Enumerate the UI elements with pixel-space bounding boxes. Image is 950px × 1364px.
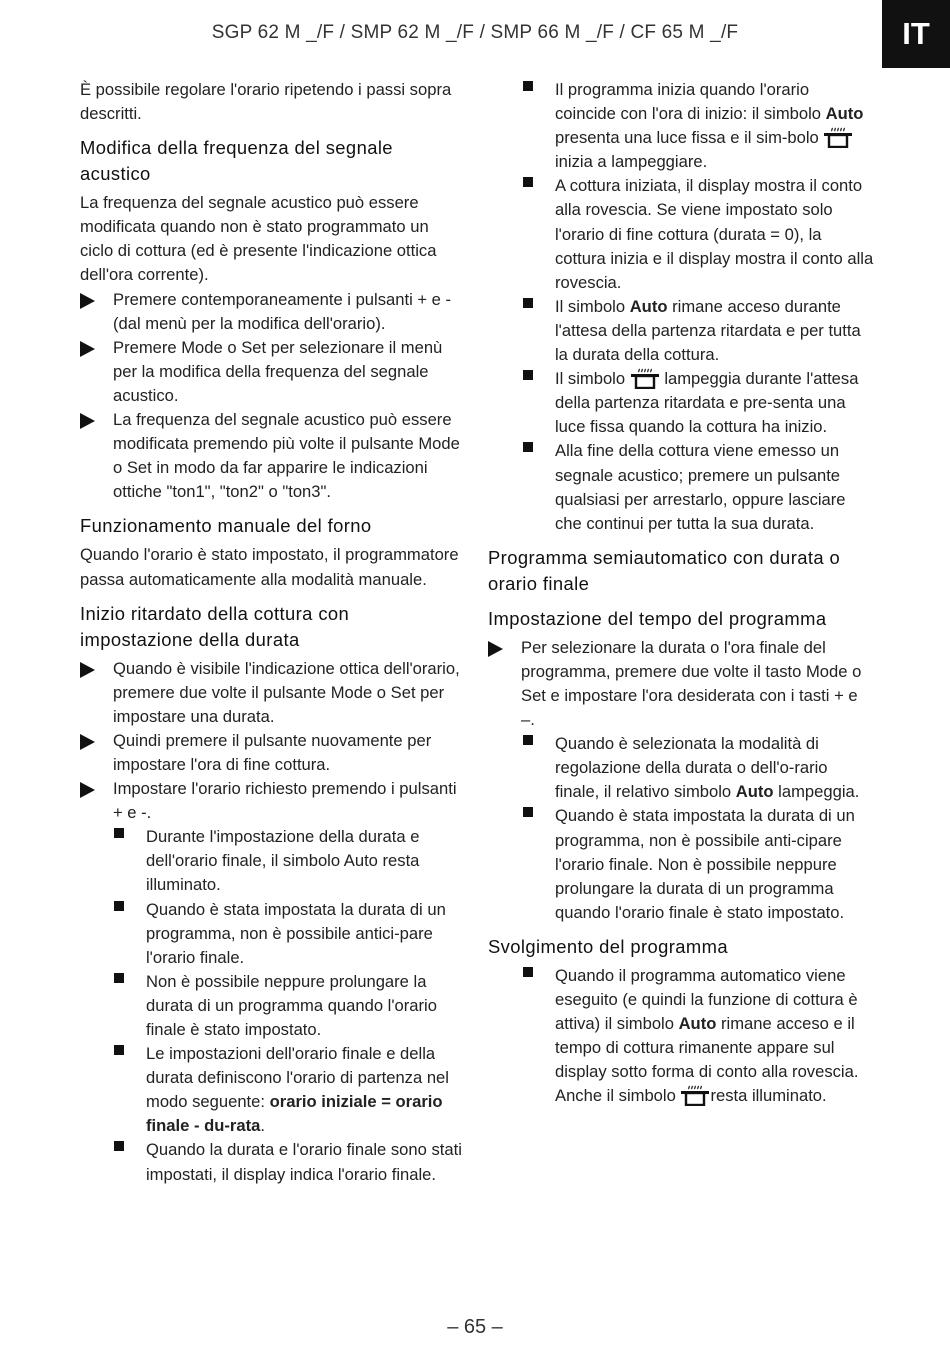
square-bullet-icon [114,1141,124,1151]
text: Il simbolo [555,369,630,389]
square-bullet-icon [114,901,124,911]
bullet-item [488,439,874,535]
model-header: SGP 62 M _/F / SMP 62 M _/F / SMP 66 M _/F / CF 65 M _/F [211,22,739,43]
triangle-bullet-icon [80,293,95,309]
bold-text: Auto [629,296,668,316]
square-bullet-icon [523,442,533,452]
bullet-item [80,1042,464,1138]
text: A cottura iniziata, il display mostra il conto alla rovescia. Se viene impostato solo l'orario di fine cottura (durata = 0), la cottura inizia e il display mostra il conto alla rovescia. [555,176,874,292]
text: Impostazione del tempo del programma [488,607,827,629]
cooking-pot-icon [823,126,853,148]
square-bullet-icon [523,735,533,745]
triangle-bullet-icon [80,662,95,678]
text: Quando la durata e l'orario finale sono stati impostati, il display indica l'orario finale. [146,1140,462,1184]
text: Programma semiautomatico con durata o orario finale [488,546,841,594]
bullet-item [80,898,464,970]
text: rimane acceso e il tempo di cottura rimanente appare sul display sotto forma di conto alla rovescia. Anche il simbolo [555,1014,859,1106]
text: Quando è selezionata la modalità di regolazione della durata o dell'o-rario finale, il relativo simbolo [555,734,828,802]
text: rimane acceso durante l'attesa della partenza ritardata e per tutta la durata della cottura. [555,296,861,365]
text: lampeggia durante l'attesa della partenza ritardata e pre-senta una luce fissa quando la cottura ha inizio. [555,369,859,437]
triangle-bullet-icon [80,341,95,357]
section-heading [80,601,464,653]
bullet-item [80,970,464,1042]
step-item [80,288,464,336]
step-item [488,636,874,732]
step-item [80,408,464,504]
square-bullet-icon [523,967,533,977]
bullet-item [488,78,874,174]
section-heading [80,135,464,187]
bold-text: Auto [678,1014,717,1034]
text: La frequenza del segnale acustico può essere modificata premendo più volte il pulsante Mode o Set in modo da far apparire le indicazioni ottiche "ton1", "ton2" o "ton3". [113,410,460,502]
text: Quando è visibile l'indicazione ottica dell'orario, premere due volte il pulsante Mode o Set per impostare una durata. [113,658,460,726]
bold-text: Auto [735,782,774,802]
text: Non è possibile neppure prolungare la durata di un programma quando l'orario finale è stato impostato. [146,971,437,1039]
bullet-item [488,174,874,294]
text: Quando l'orario è stato impostato, il programmatore passa automaticamente alla modalità manuale. [80,545,459,589]
paragraph [80,78,464,126]
text: Durante l'impostazione della durata e dell'orario finale, il simbolo Auto resta illuminato. [146,827,420,895]
bullet-item [488,804,874,924]
step-item [80,657,464,729]
text: Quando è stata impostata la durata di un programma, non è possibile antici-pare l'orario finale. [146,899,446,967]
step-item [80,729,464,777]
paragraph [80,191,464,287]
text: Quindi premere il pulsante nuovamente per impostare l'ora di fine cottura. [113,730,432,774]
right-column [488,78,874,1108]
square-bullet-icon [523,807,533,817]
section-heading [488,545,874,597]
text: Modifica della frequenza del segnale acustico [80,137,393,185]
triangle-bullet-icon [80,782,95,798]
triangle-bullet-icon [80,734,95,750]
triangle-bullet-icon [80,413,95,429]
text: presenta una luce fissa e il sim-bolo [555,128,824,148]
text: Inizio ritardato della cottura con impostazione della durata [80,602,350,650]
text: Il programma inizia quando l'orario coincide con l'ora di inizio: il simbolo [555,80,826,124]
bullet-item [488,367,874,439]
section-heading [80,513,464,539]
bullet-item [80,1138,464,1186]
paragraph [80,543,464,591]
bold-text: orario iniziale = orario finale - du-rata [146,1092,443,1136]
cooking-pot-icon [680,1084,710,1106]
bullet-item [488,295,874,367]
text: inizia a lampeggiare. [555,152,708,172]
text: Alla fine della cottura viene emesso un segnale acustico; premere un pulsante qualsiasi per arrestarlo, oppure lasciare che continui per tutta la sua durata. [555,441,846,533]
square-bullet-icon [114,973,124,983]
square-bullet-icon [523,298,533,308]
bullet-item [488,964,874,1109]
page-number: – 65 – [447,1316,503,1338]
text: Funzionamento manuale del forno [80,515,372,537]
square-bullet-icon [523,370,533,380]
text: Impostare l'orario richiesto premendo i pulsanti + e -. [113,779,457,823]
section-heading [488,606,874,632]
text: resta illuminato. [710,1086,827,1106]
text: lampeggia. [773,782,860,802]
bullet-item [80,825,464,897]
square-bullet-icon [114,828,124,838]
text: Per selezionare la durata o l'ora finale del programma, premere due volte il tasto Mode o Set e impostare l'ora desiderata con i tasti + e –. [521,637,862,730]
language-tab: IT [882,0,950,68]
square-bullet-icon [523,81,533,91]
triangle-bullet-icon [488,641,503,657]
text: La frequenza del segnale acustico può essere modificata quando non è stato programmato un ciclo di cottura (ed è presente l'indicazione ottica dell'ora corrente). [80,193,437,285]
cooking-pot-icon [630,367,660,389]
left-column [80,78,464,1187]
text: . [260,1116,265,1136]
square-bullet-icon [114,1045,124,1055]
step-item [80,777,464,825]
section-heading [488,934,874,960]
text: Premere Mode o Set per selezionare il menù per la modifica della frequenza del segnale acustico. [113,337,443,405]
text: È possibile regolare l'orario ripetendo i passi sopra descritti. [80,80,452,124]
text: Le impostazioni dell'orario finale e della durata definiscono l'orario di partenza nel modo seguente: [146,1044,449,1112]
bold-text: Auto [825,104,864,124]
text: Svolgimento del programma [488,935,728,957]
square-bullet-icon [523,177,533,187]
text: Premere contemporaneamente i pulsanti + e - (dal menù per la modifica dell'orario). [113,289,452,333]
text: Quando il programma automatico viene eseguito (e quindi la funzione di cottura è attiva) il simbolo [555,965,858,1034]
text: Il simbolo [555,296,630,316]
step-item [80,336,464,408]
text: Quando è stata impostata la durata di un programma, non è possibile anti-cipare l'orario finale. Non è possibile neppure prolungare la durata di un programma quando l'orario finale è stato impostato. [555,806,855,922]
bullet-item [488,732,874,804]
